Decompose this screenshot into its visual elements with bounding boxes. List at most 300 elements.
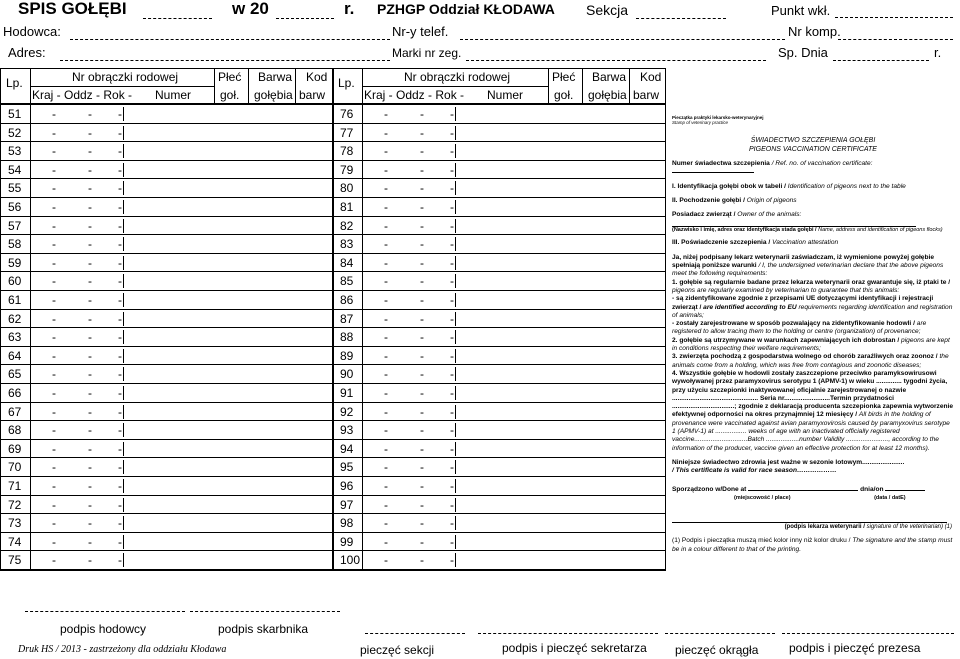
- row-number: 54: [8, 162, 22, 177]
- ring-separator: -: [420, 516, 424, 531]
- ring-number-input[interactable]: [460, 217, 664, 234]
- ring-separator: -: [52, 311, 56, 326]
- ring-separator: -: [118, 404, 122, 419]
- round-stamp-line[interactable]: [665, 633, 775, 634]
- ring-number-input[interactable]: [460, 533, 664, 550]
- row-number: 91: [340, 386, 354, 400]
- ring-number-input[interactable]: [460, 365, 664, 382]
- ring-number-input[interactable]: [460, 514, 664, 531]
- row-tick: [123, 405, 124, 419]
- ring-number-input[interactable]: [460, 421, 664, 438]
- row-number: 98: [340, 516, 354, 531]
- ring-separator: -: [384, 367, 388, 382]
- ring-separator: -: [384, 162, 388, 177]
- breeder-label: Hodowca:: [3, 24, 61, 39]
- president-sign-label: podpis i pieczęć prezesa: [789, 641, 921, 655]
- ring-separator: -: [88, 460, 92, 475]
- ring-number-input[interactable]: [128, 421, 332, 438]
- col-code-sub-header: barw: [633, 88, 660, 102]
- cert-number-field[interactable]: [672, 172, 754, 173]
- on-day-field[interactable]: [885, 490, 925, 491]
- vet-sign-caption: [672, 523, 954, 531]
- row-tick: [123, 442, 124, 456]
- address-label: Adres:: [8, 45, 46, 60]
- ring-separator: -: [450, 181, 454, 196]
- ring-number-input[interactable]: [128, 403, 332, 420]
- col-code-sub-header: barw: [299, 88, 326, 102]
- ring-separator: -: [384, 311, 388, 326]
- ring-number-input[interactable]: [460, 254, 664, 271]
- ring-number-input[interactable]: [128, 514, 332, 531]
- title-underline: [143, 18, 212, 19]
- table-header-top: [332, 68, 666, 69]
- ring-separator: -: [88, 348, 92, 363]
- row-number: 82: [340, 218, 354, 233]
- ring-number-input[interactable]: [128, 440, 332, 457]
- ring-separator: -: [420, 181, 424, 196]
- ring-separator: -: [118, 441, 122, 456]
- cert-number-row: [672, 160, 954, 177]
- row-number: 52: [8, 125, 22, 140]
- treasurer-sign-line[interactable]: [190, 611, 340, 612]
- section-field[interactable]: [636, 18, 726, 19]
- ring-separator: -: [450, 404, 454, 419]
- ring-number-input[interactable]: [128, 105, 332, 122]
- ring-separator: -: [118, 311, 122, 326]
- row-tick: [123, 367, 124, 381]
- ring-separator: -: [52, 218, 56, 233]
- ring-number-input[interactable]: [460, 458, 664, 475]
- row-number: 68: [8, 423, 22, 438]
- ring-separator: -: [118, 348, 122, 363]
- row-tick: [455, 386, 456, 400]
- place-label: (miejscowość / place): [734, 494, 791, 501]
- sec1-row: [672, 183, 954, 191]
- ring-number-input[interactable]: [128, 235, 332, 252]
- point-field[interactable]: [835, 17, 953, 18]
- col-sex-header: Płeć: [552, 70, 576, 84]
- ring-number-input[interactable]: [128, 217, 332, 234]
- ring-number-input[interactable]: [460, 179, 664, 196]
- row-tick: [123, 386, 124, 400]
- ring-separator: -: [118, 479, 122, 493]
- ring-number-input[interactable]: [460, 105, 664, 122]
- ring-number-input[interactable]: [128, 124, 332, 141]
- ring-separator: -: [118, 516, 122, 531]
- cert-p5: [672, 337, 954, 354]
- ring-separator: -: [118, 274, 122, 289]
- row-number: 61: [8, 293, 22, 307]
- ring-separator: -: [450, 144, 454, 159]
- ring-number-input[interactable]: [460, 272, 664, 289]
- ring-number-input[interactable]: [128, 198, 332, 215]
- col-color-header: Barwa: [592, 70, 627, 84]
- ring-number-input[interactable]: [460, 384, 664, 401]
- row-tick: [123, 163, 124, 177]
- color-divider: [582, 68, 583, 104]
- ring-number-input[interactable]: [128, 533, 332, 550]
- row-number: 62: [8, 311, 22, 326]
- row-tick: [123, 274, 124, 288]
- ring-separator: -: [52, 181, 56, 196]
- row-number: 58: [8, 237, 22, 252]
- ring-number-input[interactable]: [128, 142, 332, 159]
- ring-separator: -: [88, 311, 92, 326]
- ring-separator: -: [420, 479, 424, 493]
- ring-separator: -: [450, 218, 454, 233]
- ring-separator: -: [88, 200, 92, 214]
- ring-number-input[interactable]: [460, 328, 664, 345]
- cert-p2: [672, 279, 954, 296]
- ring-separator: -: [52, 255, 56, 270]
- ring-separator: -: [52, 441, 56, 456]
- row-tick: [123, 219, 124, 233]
- row-tick: [123, 553, 124, 567]
- ring-number-input[interactable]: [460, 551, 664, 568]
- row-number: 95: [340, 460, 354, 475]
- ring-separator: -: [52, 534, 56, 549]
- secretary-sign-label: podpis i pieczęć sekretarza: [502, 641, 647, 655]
- year-field[interactable]: [276, 18, 334, 19]
- ring-separator: -: [88, 404, 92, 419]
- row-number: 94: [340, 441, 354, 456]
- ring-separator: -: [88, 534, 92, 549]
- cert-p1-label: Ja, niżej podpisany lekarz weterynarii zaświadczam, iż wymienione powyżej gołębie spełniają poniższe warunki: [672, 253, 935, 270]
- row-tick: [455, 107, 456, 121]
- breeder-sign-line[interactable]: [25, 611, 185, 612]
- cert-p6-label-en: the animals come from a holding, which was free from contagious and zoonotic diseases;: [672, 353, 949, 369]
- phone-field[interactable]: [460, 39, 785, 40]
- row-tick: [455, 460, 456, 474]
- ring-separator: -: [118, 497, 122, 512]
- ring-separator: -: [52, 367, 56, 382]
- ring-separator: -: [450, 255, 454, 270]
- cert-footnote: [672, 537, 954, 554]
- ring-separator: -: [52, 162, 56, 177]
- ring-number-input[interactable]: [128, 310, 332, 327]
- sex-divider: [214, 68, 215, 104]
- made-at-row: [672, 486, 954, 494]
- ring-separator: -: [450, 348, 454, 363]
- ring-separator: -: [88, 162, 92, 177]
- col-color-sub-header: gołębia: [254, 88, 293, 102]
- ring-separator: -: [420, 534, 424, 549]
- comp-label: Nr komp.: [788, 24, 841, 39]
- table-header-top: [0, 68, 334, 69]
- col-lp-header: Lp.: [6, 76, 23, 90]
- row-number: 56: [8, 200, 22, 214]
- ring-separator: -: [52, 553, 56, 568]
- ring-separator: -: [52, 107, 56, 121]
- ring-separator: -: [118, 386, 122, 400]
- date-field[interactable]: [833, 60, 929, 61]
- row-tick: [123, 293, 124, 307]
- row-number: 65: [8, 367, 22, 382]
- ring-separator: -: [420, 293, 424, 307]
- row-number: 75: [8, 553, 22, 568]
- ring-separator: -: [118, 255, 122, 270]
- ring-separator: -: [384, 404, 388, 419]
- ring-number-input[interactable]: [460, 291, 664, 308]
- ring-number-input[interactable]: [460, 198, 664, 215]
- ring-separator: -: [420, 460, 424, 475]
- ring-separator: -: [52, 404, 56, 419]
- place-date-row: [672, 494, 954, 502]
- ring-separator: -: [88, 293, 92, 307]
- row-number: 93: [340, 423, 354, 438]
- ring-separator: -: [88, 218, 92, 233]
- sec1-label-en: Identification of pigeons next to the table: [787, 182, 906, 190]
- ring-separator: -: [384, 200, 388, 214]
- ring-separator: -: [118, 293, 122, 307]
- row-tick: [455, 367, 456, 381]
- ring-separator: -: [450, 237, 454, 252]
- ring-number-input[interactable]: [128, 365, 332, 382]
- row-number: 59: [8, 255, 22, 270]
- col-sex-sub-header: goł.: [554, 88, 574, 102]
- stamp-label-en: Stamp of veterinary practice: [672, 120, 729, 125]
- secretary-sign-line[interactable]: [478, 633, 658, 634]
- cert-number-label: Numer świadectwa szczepienia: [672, 160, 770, 167]
- ring-separator: -: [384, 293, 388, 307]
- print-note: Druk HS / 2013 - zastrzeżony dla oddziału Kłodawa: [18, 644, 227, 655]
- ring-separator: -: [420, 237, 424, 252]
- ring-separator: -: [384, 423, 388, 438]
- cert-footnote-label-en: The signature and the stamp must be in a colour different to that of the printing.: [672, 537, 953, 553]
- ring-separator: -: [52, 423, 56, 438]
- ring-number-input[interactable]: [460, 440, 664, 457]
- row-number: 80: [340, 181, 354, 196]
- ring-number-input[interactable]: [460, 124, 664, 141]
- ring-separator: -: [118, 218, 122, 233]
- row-tick: [123, 423, 124, 437]
- code-divider: [629, 68, 630, 104]
- cert-number-label-en: / Ref. no. of vaccination certificate:: [771, 160, 873, 167]
- col-numer-header: Numer: [487, 88, 524, 102]
- ring-separator: -: [384, 386, 388, 400]
- sex-divider: [548, 68, 549, 104]
- ring-separator: -: [420, 107, 424, 121]
- ring-separator: -: [118, 162, 122, 177]
- ring-separator: -: [420, 274, 424, 289]
- round-stamp-label: pieczęć okrągła: [675, 643, 759, 657]
- row-tick: [123, 256, 124, 270]
- col-ring-sub-header: Kraj - Oddz - Rok -: [32, 88, 133, 102]
- ring-separator: -: [420, 311, 424, 326]
- ring-number-input[interactable]: [128, 551, 332, 568]
- ring-separator: -: [88, 125, 92, 140]
- cert-p7-label-b: Seria nr.........................Termin przydatności ..................................; zgodnie z deklaracją producenta szczepionka zapewnia wytworzenie efektywnej odporności na okres przynajmniej 12 miesięcy /: [672, 394, 954, 419]
- ring-number-input[interactable]: [128, 328, 332, 345]
- row-tick: [455, 498, 456, 512]
- ring-separator: -: [384, 330, 388, 345]
- owner-row: [672, 211, 954, 219]
- owner-note-label-en: Name, address and identification of pigeons flocks): [818, 227, 943, 234]
- ring-separator: -: [52, 144, 56, 159]
- ring-number-input[interactable]: [128, 161, 332, 178]
- row-tick: [455, 237, 456, 251]
- section-stamp-label: pieczęć sekcji: [360, 643, 435, 657]
- ring-separator: -: [118, 237, 122, 252]
- row-number: 67: [8, 404, 22, 419]
- vet-sign-label: (podpis lekarza weterynarii /: [784, 524, 865, 531]
- ring-separator: -: [450, 293, 454, 307]
- point-label: Punkt wkł.: [771, 3, 831, 18]
- phone-label: Nr-y telef.: [392, 24, 449, 39]
- ring-sub-divider: [362, 86, 548, 87]
- clock-field[interactable]: [466, 60, 766, 61]
- cert-p2-label: 1. gołębie są regularnie badane przez lekarza weterynarii oraz gwarantuje się, iż ptaki te /: [672, 278, 951, 286]
- year-suffix: r.: [344, 0, 355, 18]
- ring-number-input[interactable]: [460, 161, 664, 178]
- address-field[interactable]: [60, 60, 390, 61]
- col-color-header: Barwa: [258, 70, 293, 84]
- col-color-sub-header: gołębia: [588, 88, 627, 102]
- cert-p3: [672, 295, 954, 320]
- cert-p6: [672, 353, 954, 370]
- ring-separator: -: [88, 497, 92, 512]
- ring-separator: -: [118, 125, 122, 140]
- row-number: 63: [8, 330, 22, 345]
- row-number: 96: [340, 479, 354, 493]
- sec3-label-en: Vaccination attestation: [772, 239, 839, 247]
- ring-sub-divider: [30, 86, 214, 87]
- clock-label: Marki nr zeg.: [392, 46, 462, 60]
- ring-separator: -: [118, 144, 122, 159]
- breeder-field[interactable]: [70, 39, 390, 40]
- ring-separator: -: [420, 553, 424, 568]
- row-tick: [123, 516, 124, 530]
- president-sign-line[interactable]: [782, 633, 954, 634]
- ring-separator: -: [52, 200, 56, 214]
- ring-separator: -: [450, 479, 454, 493]
- cert-p1: [672, 254, 954, 279]
- row-tick: [123, 144, 124, 158]
- ring-separator: -: [118, 367, 122, 382]
- row-tick: [123, 535, 124, 549]
- made-at-label: Sporządzono w/Done at: [672, 485, 747, 493]
- comp-field[interactable]: [838, 39, 953, 40]
- made-at-field[interactable]: [748, 490, 858, 491]
- ring-separator: -: [88, 237, 92, 252]
- col-ring-header: Nr obrączki rodowej: [72, 70, 179, 84]
- ring-number-input[interactable]: [460, 403, 664, 420]
- row-number: 74: [8, 534, 22, 549]
- ring-separator: -: [118, 553, 122, 568]
- ring-separator: -: [384, 218, 388, 233]
- ring-separator: -: [450, 107, 454, 121]
- row-number: 60: [8, 274, 22, 289]
- row-tick: [455, 126, 456, 140]
- ring-separator: -: [52, 293, 56, 307]
- ring-separator: -: [88, 516, 92, 531]
- row-number: 83: [340, 237, 354, 252]
- col-code-header: Kod: [640, 70, 662, 84]
- ring-number-input[interactable]: [128, 291, 332, 308]
- section-stamp-line[interactable]: [365, 633, 465, 634]
- col-sex-header: Płeć: [218, 70, 242, 84]
- ring-number-input[interactable]: [128, 496, 332, 513]
- ring-number-input[interactable]: [128, 179, 332, 196]
- ring-separator: -: [420, 218, 424, 233]
- ring-separator: -: [450, 534, 454, 549]
- row-tick: [455, 274, 456, 288]
- cert-footnote-label: (1) Podpis i pieczątka muszą mieć kolor inny niż kolor druku /: [672, 537, 851, 545]
- ring-number-input[interactable]: [460, 142, 664, 159]
- ring-number-input[interactable]: [128, 458, 332, 475]
- ring-separator: -: [118, 534, 122, 549]
- sec1-label: I. Identyfikacja gołębi obok w tabeli /: [672, 182, 786, 190]
- ring-separator: -: [450, 200, 454, 214]
- cert-p7-label: 4. Wszystkie gołębie w hodowli zostały zaszczepione przeciwko paramyksowirusowi wywoływanej przez paramyxovirus serotypu 1 (APMV-1) w wieku .............. tygodni życia, przy użyciu szczepionki inaktywowanej oficjalnie zarejestrowanej o nazwie ...............................................: [672, 369, 948, 402]
- ring-number-input[interactable]: [460, 347, 664, 364]
- col-numer-header: Numer: [155, 88, 192, 102]
- date-label: Sp. Dnia: [778, 45, 828, 60]
- cert-title-en: PIGEONS VACCINATION CERTIFICATE: [749, 145, 877, 153]
- vaccination-certificate: [672, 115, 954, 554]
- cert-p4: [672, 320, 954, 337]
- ring-separator: -: [52, 479, 56, 493]
- date-caption: (data / datE): [874, 494, 906, 501]
- row-number: 76: [340, 107, 354, 121]
- row-tick: [123, 237, 124, 251]
- ring-separator: -: [384, 348, 388, 363]
- ring-number-input[interactable]: [128, 347, 332, 364]
- row-number: 84: [340, 255, 354, 270]
- ring-separator: -: [88, 479, 92, 493]
- row-tick: [455, 293, 456, 307]
- cert-valid: [672, 459, 954, 476]
- sec3-row: [672, 239, 954, 247]
- ring-separator: -: [52, 460, 56, 475]
- ring-separator: -: [88, 274, 92, 289]
- vet-sign-label-en: signature of the veterinarian) (1): [866, 524, 952, 531]
- col-ring-sub-header: Kraj - Oddz - Rok -: [364, 88, 465, 102]
- row-number: 86: [340, 293, 354, 307]
- row-tick: [123, 349, 124, 363]
- ring-number-input[interactable]: [128, 384, 332, 401]
- row-number: 66: [8, 386, 22, 400]
- ring-number-input[interactable]: [460, 235, 664, 252]
- ring-separator: -: [384, 479, 388, 493]
- ring-number-input[interactable]: [460, 477, 664, 494]
- row-number: 73: [8, 516, 22, 531]
- col-lp-header: Lp.: [338, 76, 355, 90]
- ring-separator: -: [88, 181, 92, 196]
- ring-number-input[interactable]: [460, 496, 664, 513]
- row-tick: [123, 479, 124, 493]
- row-number: 100: [340, 553, 361, 568]
- ring-number-input[interactable]: [128, 477, 332, 494]
- row-tick: [455, 256, 456, 270]
- ring-separator: -: [88, 367, 92, 382]
- ring-number-input[interactable]: [128, 272, 332, 289]
- row-tick: [455, 479, 456, 493]
- ring-number-input[interactable]: [460, 310, 664, 327]
- cert-valid-label-en: / This certificate is valid for race season………………: [672, 467, 837, 475]
- row-tick: [455, 442, 456, 456]
- ring-separator: -: [384, 125, 388, 140]
- row-tick: [123, 126, 124, 140]
- row-tick: [455, 535, 456, 549]
- ring-separator: -: [420, 348, 424, 363]
- cert-p5-label-en: pigeons are kept in conditions respecting their welfare requirements;: [672, 336, 950, 353]
- ring-separator: -: [52, 237, 56, 252]
- ring-separator: -: [420, 125, 424, 140]
- on-day-label: dnia/on: [860, 485, 884, 493]
- ring-number-input[interactable]: [128, 254, 332, 271]
- row-number: 78: [340, 144, 354, 159]
